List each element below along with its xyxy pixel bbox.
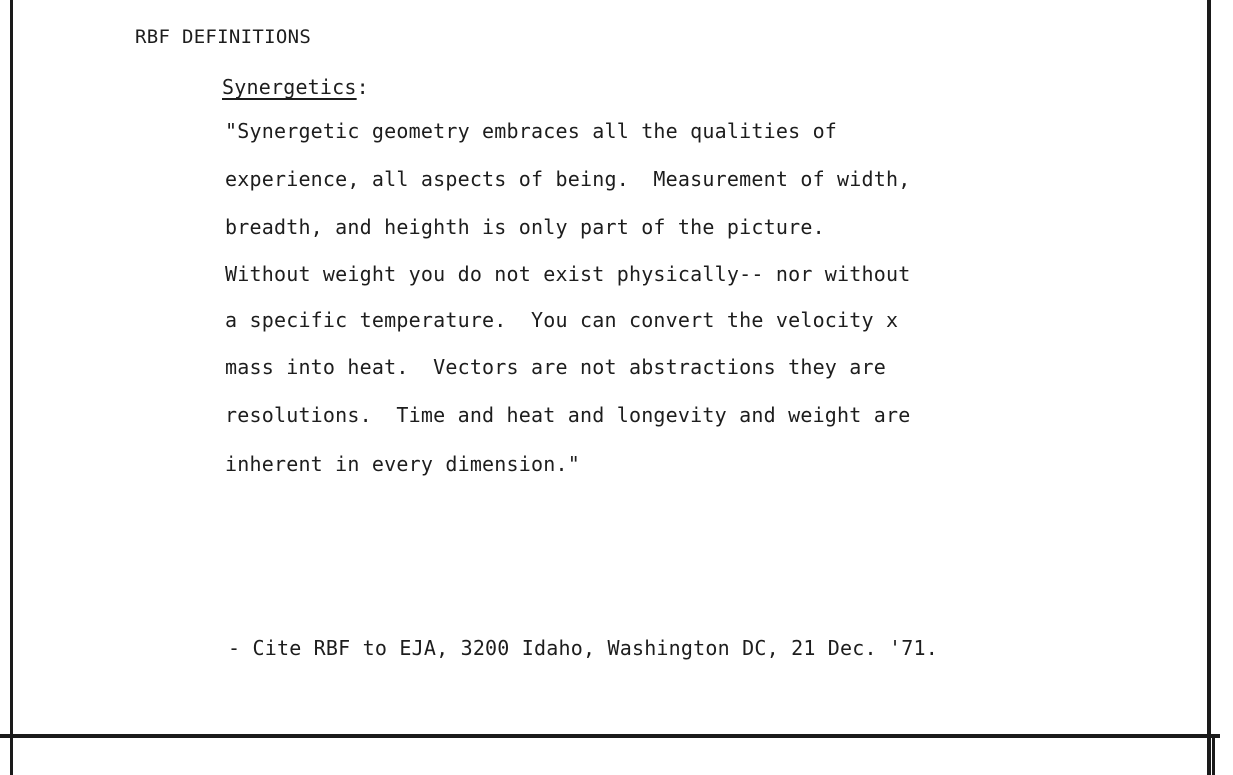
quote-line: Without weight you do not exist physically-- nor without: [225, 262, 911, 286]
quote-line: experience, all aspects of being. Measurement of width,: [225, 167, 911, 191]
term-heading: [222, 75, 369, 99]
card-border-right: [1207, 0, 1211, 775]
quote-line: resolutions. Time and heat and longevity and weight are: [225, 403, 911, 427]
card-border-left: [10, 0, 13, 775]
quote-line: a specific temperature. You can convert the velocity x: [225, 308, 899, 332]
quote-line: breadth, and heighth is only part of the picture.: [225, 215, 825, 239]
quote-line: mass into heat. Vectors are not abstractions they are: [225, 355, 887, 379]
next-card-border: [1212, 736, 1215, 775]
quote-line: "Synergetic geometry embraces all the qualities of: [225, 119, 838, 143]
card-border-bottom: [0, 734, 1220, 738]
term-heading-label: Synergetics: [222, 75, 357, 99]
quote-line: inherent in every dimension.": [225, 452, 580, 476]
citation: - Cite RBF to EJA, 3200 Idaho, Washington DC, 21 Dec. '71.: [228, 636, 938, 660]
document-heading: RBF DEFINITIONS: [135, 26, 312, 48]
term-heading-colon: :: [356, 75, 369, 99]
